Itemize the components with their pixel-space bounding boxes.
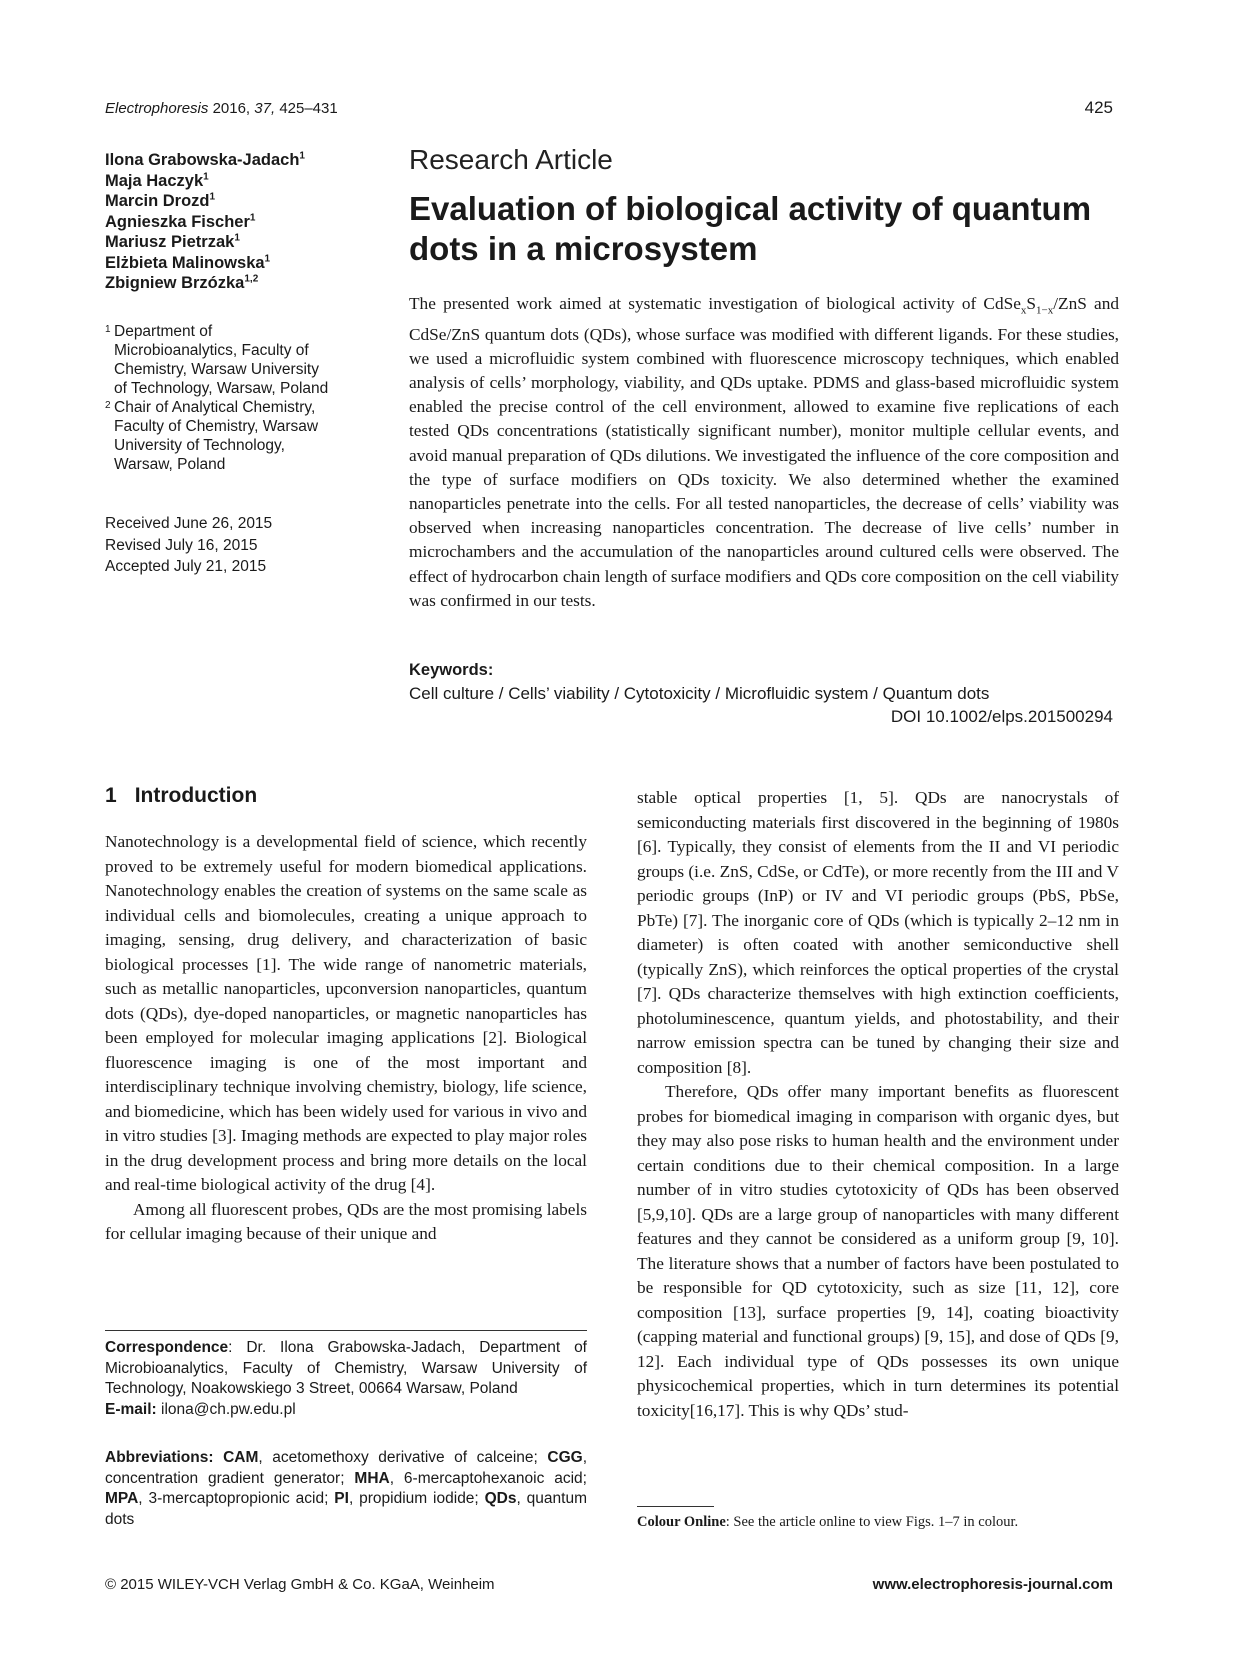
- email-address: ilona@ch.pw.edu.pl: [161, 1400, 296, 1418]
- paragraph: stable optical properties [1, 5]. QDs are nanocrystals of semiconducting materials first discovered in the beginning of 1980s [6]. Typically, they consist of elements from the II and VI periodic groups (i.e. ZnS, CdSe, or CdTe), or more recently from the III and V periodic groups (InP) or IV and VI periodic groups (PbS, PbSe, PbTe) [7]. The inorganic core of QDs (which is typically 2–12 nm in diameter) is often coated with another semiconductive shell (typically ZnS), which reinforces the optical properties of the crystal [7]. QDs characterize themselves with high extinction coefficients, photoluminescence, quantum yields, and photostability, and their narrow emission spectra can be tuned by changing their size and composition [8].: [637, 788, 1119, 1077]
- journal-volume: 37,: [254, 100, 276, 117]
- journal-year: 2016,: [212, 100, 251, 117]
- keywords-list: Cell culture / Cells’ viability / Cytotoxicity / Microfluidic system / Quantum dots: [409, 684, 990, 703]
- body-column-left: [105, 830, 587, 1247]
- article-title: Evaluation of biological activity of quantum dots in a microsystem: [409, 190, 1092, 267]
- copyright-notice: © 2015 WILEY-VCH Verlag GmbH & Co. KGaA, Weinheim: [105, 1576, 495, 1593]
- journal-pages: 425–431: [279, 100, 338, 117]
- section-heading: 1 Introduction: [105, 784, 258, 807]
- author: Zbigniew Brzózka$^{1,2}$: [105, 273, 259, 292]
- revised-date: Revised July 16, 2015: [105, 536, 258, 554]
- correspondence-note: Correspondence: Dr. Ilona Grabowska-Jadach, Department of Microbioanalytics, Faculty of Chemistry, Warsaw University of Technology, Noakowskiego 3 Street, 00664 Warsaw, Poland E-mail: ilona@ch.pw.edu.pl: [105, 1339, 587, 1418]
- journal-citation: [105, 100, 338, 117]
- colour-online-note: Colour Online: See the article online to view Figs. 1–7 in colour.: [637, 1514, 1019, 1530]
- author: Mariusz Pietrzak$^1$: [105, 232, 240, 251]
- author: Maja Haczyk$^1$: [105, 171, 209, 190]
- paragraph: Among all fluorescent probes, QDs are the most promising labels for cellular imaging because of their unique and: [105, 1199, 587, 1243]
- received-date: Received June 26, 2015: [105, 515, 273, 532]
- footnote-divider: [637, 1506, 714, 1507]
- journal-website-link[interactable]: www.electrophoresis-journal.com: [872, 1576, 1113, 1593]
- abstract: The presented work aimed at systematic investigation of biological activity of $CdSe_xS_{1-x}$/ZnS and CdSe/ZnS quantum dots (QDs), whose surface was modified with different ligands. For these studies, we used a microfluidic system combined with fluorescence microscopy techniques, which enabled analysis of cells’ morphology, viability, and QDs uptake. PDMS and glass-based microfluidic system enabled the precise control of the cell environment, allowed to examine five replications of each tested QDs concentrations (statistically significant number), monitor multiple cellular events, and avoid manual preparation of QDs dilutions. We investigated the influence of the core composition and the type of surface modifiers on QDs toxicity. We also determined whether the examined nanoparticles penetrate into the cells. For all tested nanoparticles, the decrease of cells’ viability was observed when increasing nanoparticles concentration. The decrease of live cells’ number in microchambers and the accumulation of the nanoparticles around cultured cells were observed. The effect of hydrocarbon chain length of surface modifiers and QDs core composition on the cell viability was confirmed in our tests.: [409, 294, 1119, 610]
- paragraph: Therefore, QDs offer many important benefits as fluorescent probes for biomedical imaging in comparison with organic dyes, but they may also pose risks to human health and the environment under certain conditions due to their chemical composition. In a large number of in vitro studies cytotoxicity of QDs has been observed [5,9,10]. QDs are a large group of nanoparticles with many different features and they cannot be considered as a uniform group [9, 10]. The literature shows that a number of factors have been postulated to be responsible for QD cytotoxicity, such as size [11, 12], core composition [13], surface properties [9, 14], coating bioactivity (capping material and functional groups) [9, 15], and dose of QDs [9, 12]. Each individual type of QDs possesses its own unique physicochemical properties, which in turn determines its potential toxicity[16,17]. This is why QDs’ stud-: [637, 1082, 1119, 1420]
- affiliation: 2 Chair of Analytical Chemistry, Faculty of Chemistry, Warsaw University of Technology, Warsaw, Poland: [105, 399, 319, 473]
- affiliation: 1 Department of Microbioanalytics, Faculty of Chemistry, Warsaw University of Technology, Warsaw, Poland: [105, 323, 329, 397]
- affiliation-list: [105, 322, 375, 474]
- body-column-right: [637, 786, 1119, 1423]
- doi: DOI 10.1002/elps.201500294: [890, 707, 1113, 726]
- author: Agnieszka Fischer$^1$: [105, 212, 256, 231]
- abbreviations-note: Abbreviations: CAM, acetomethoxy derivative of calceine; CGG, concentration gradient generator; MHA, 6-mercaptohexanoic acid; MPA, 3-mercaptopropionic acid; PI, propidium iodide; QDs, quantum dots: [105, 1449, 588, 1528]
- accepted-date: Accepted July 21, 2015: [105, 558, 267, 575]
- author: Elżbieta Malinowska$^1$: [105, 253, 271, 272]
- article-dates: [105, 513, 272, 578]
- keywords-heading: Keywords:: [409, 661, 494, 679]
- footnote-divider: [105, 1330, 587, 1331]
- author-list: [105, 150, 375, 294]
- author: Ilona Grabowska-Jadach$^1$: [105, 150, 305, 169]
- author: Marcin Drozd$^1$: [105, 191, 216, 210]
- article-type: Research Article: [409, 144, 613, 175]
- journal-name: Electrophoresis: [105, 100, 209, 117]
- page-number: 425: [1084, 98, 1113, 117]
- paragraph: Nanotechnology is a developmental field of science, which recently proved to be extremely useful for modern biomedical applications. Nanotechnology enables the creation of systems on the same scale as individual cells and biomolecules, creating a unique approach to imaging, sensing, drug delivery, and characterization of basic biological processes [1]. The wide range of nanometric materials, such as metallic nanoparticles, upconversion nanoparticles, quantum dots (QDs), dye-doped nanoparticles, or magnetic nanoparticles has been employed for molecular imaging applications [2]. Biological fluorescence imaging is one of the most important and interdisciplinary technique involving chemistry, biology, life science, and biomedicine, which has been widely used for various in vivo and in vitro studies [3]. Imaging methods are expected to play major roles in the drug development process and bring more details on the local and real-time biological activity of the drug [4].: [105, 832, 587, 1194]
